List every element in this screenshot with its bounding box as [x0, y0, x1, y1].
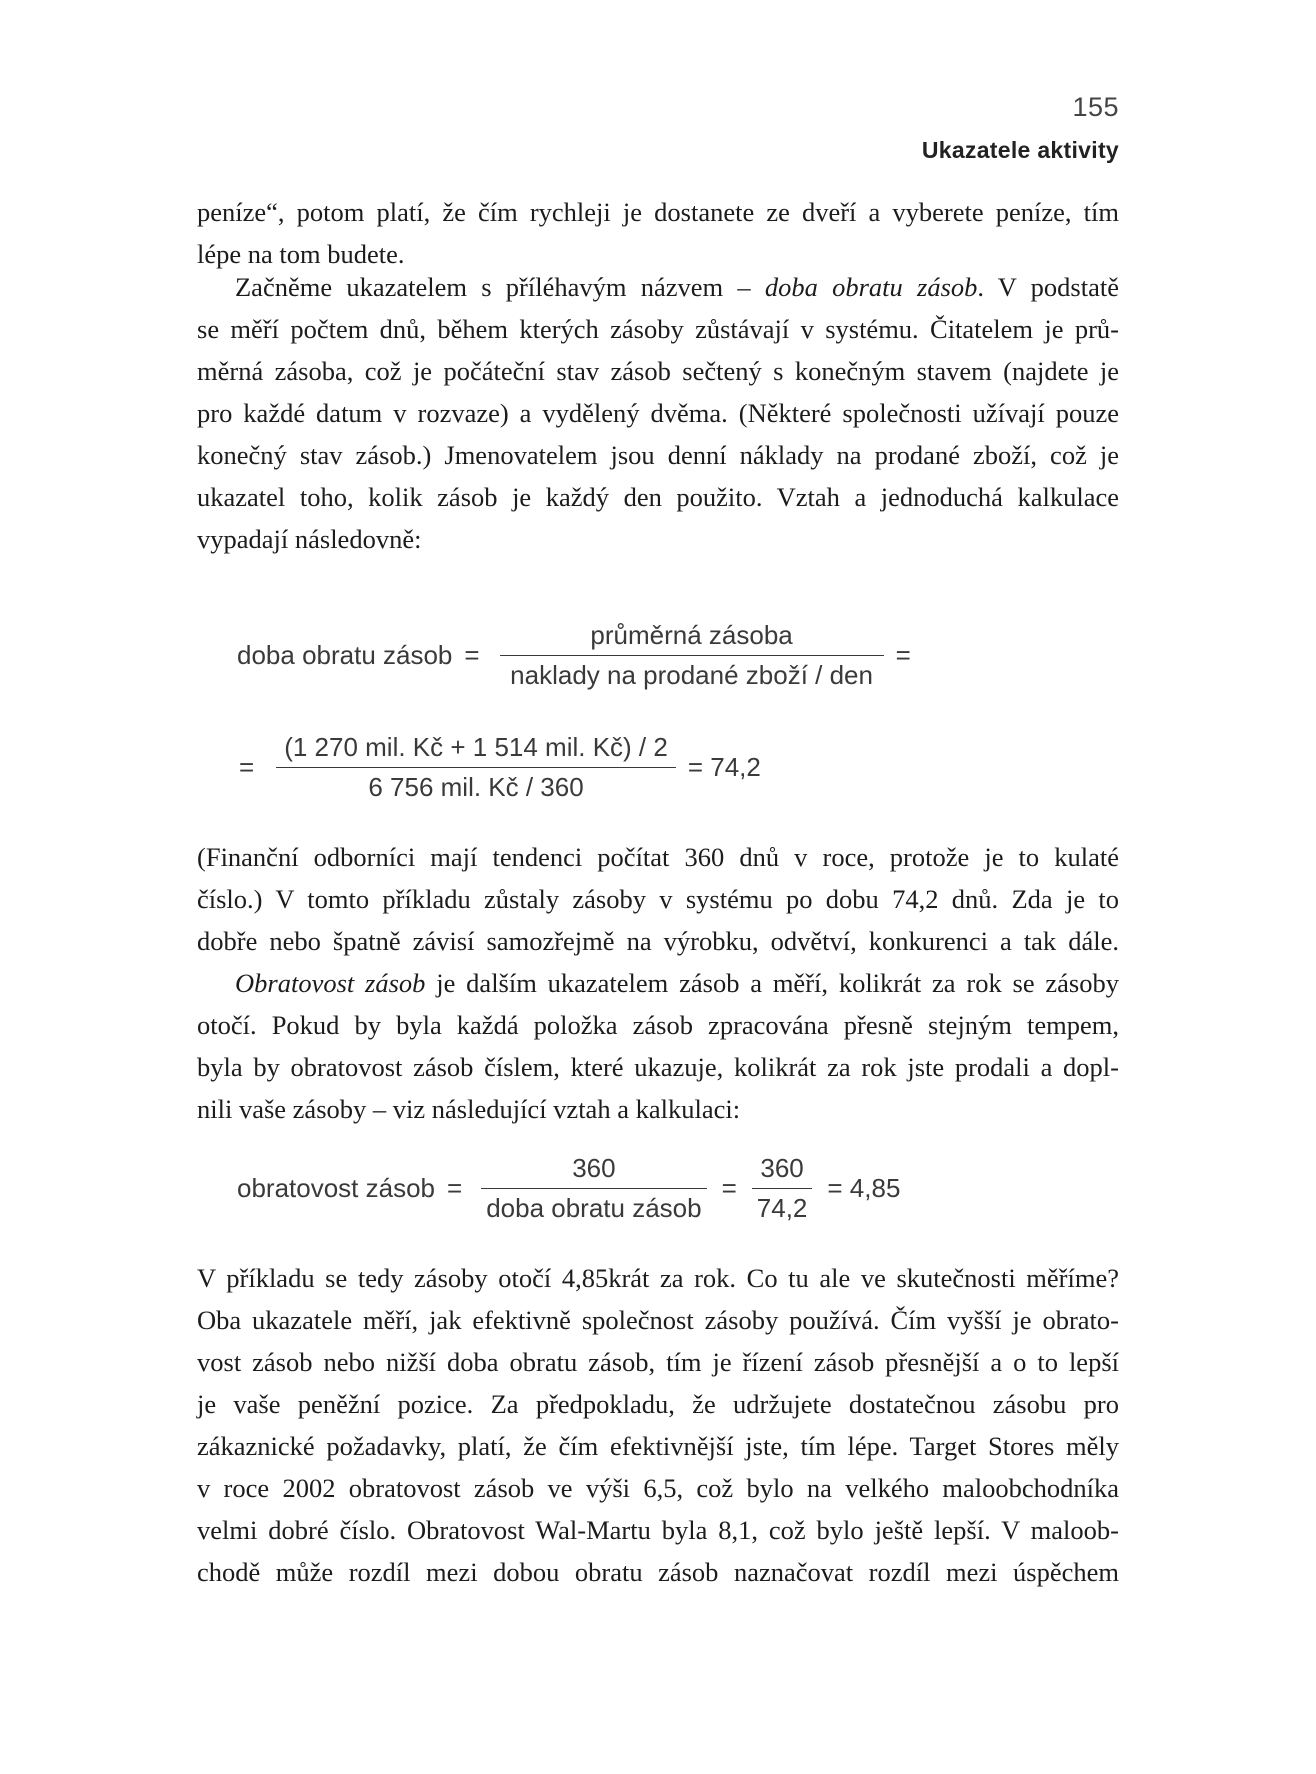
text-span: je dalším ukazatelem zásob a měří, kolikrát za rok se zásoby [425, 968, 1119, 998]
text-line [197, 962, 1119, 1004]
result: = 4,85 [827, 1173, 901, 1203]
text-line: lépe na tom budete. [197, 239, 405, 269]
text-line: vost zásob nebo nižší doba obratu zásob, tím je řízení zásob přesnější a o to lepší [197, 1347, 1119, 1377]
formula-doba-obratu [237, 620, 913, 691]
denominator: doba obratu zásob [486, 1193, 702, 1223]
text-line: peníze“, potom platí, že čím rychleji je dostanete ze dveří a vyberete peníze, tím [197, 197, 1119, 227]
equals-sign: = [895, 640, 911, 670]
text-line: měrná zásoba, což je počáteční stav zásob sečtený s konečným stavem (najdete je [197, 356, 1119, 386]
numerator: (1 270 mil. Kč + 1 514 mil. Kč) / 2 [276, 732, 676, 768]
formula-obratovost [237, 1153, 902, 1224]
text-line: byla by obratovost zásob číslem, které ukazuje, kolikrát za rok jste prodali a dopl- [197, 1052, 1119, 1082]
text-line: konečný stav zásob.) Jmenovatelem jsou denní náklady na prodané zboží, což je [197, 440, 1119, 470]
equals-sign: = [239, 752, 255, 782]
text-line: velmi dobré číslo. Obratovost Wal-Martu byla 8,1, což bylo ještě lepší. V maloob- [197, 1515, 1119, 1545]
text-line: dobře nebo špatně závisí samozřejmě na výrobku, odvětví, konkurenci a tak dále. [197, 926, 1119, 956]
paragraph-3 [197, 836, 1119, 1130]
text-line: nili vaše zásoby – viz následující vztah a kalkulaci: [197, 1094, 741, 1124]
text-line: zákaznické požadavky, platí, že čím efektivnější jste, tím lépe. Target Stores měly [197, 1431, 1119, 1461]
term-obratovost-zasob: Obratovost zásob [235, 968, 426, 998]
text-line: číslo.) V tomto příkladu zůstaly zásoby v systému po dobu 74,2 dnů. Zda je to [197, 884, 1119, 914]
text-line: pro každé datum v rozvaze) a vydělený dvěma. (Některé společnosti užívají pouze [197, 398, 1119, 428]
text-line: v roce 2002 obratovost zásob ve výši 6,5, což bylo na velkého maloobchodníka [197, 1473, 1119, 1503]
result: = 74,2 [687, 752, 761, 782]
running-header [922, 92, 1119, 164]
equals-sign: = [721, 1173, 737, 1203]
text-span: Začněme ukazatelem s příléhavým názvem – [235, 272, 765, 302]
equals-sign: = [447, 1173, 463, 1203]
formula-label: doba obratu zásob [237, 640, 453, 670]
text-line: Oba ukazatele měří, jak efektivně společnost zásoby používá. Čím vyšší je obrato- [197, 1305, 1119, 1335]
fraction [749, 1153, 816, 1224]
text-line: vypadají následovně: [197, 524, 422, 554]
paragraph-5 [197, 1257, 1119, 1593]
text-line: V příkladu se tedy zásoby otočí 4,85krát za rok. Co tu ale ve skutečnosti měříme? [197, 1263, 1119, 1293]
text-line: otočí. Pokud by byla každá položka zásob zpracována přesně stejným tempem, [197, 1010, 1119, 1040]
text-line: (Finanční odborníci mají tendenci počítat 360 dnů v roce, protože je to kulaté [197, 842, 1119, 872]
denominator: naklady na prodané zboží / den [510, 660, 873, 690]
paragraph-1 [197, 191, 1119, 275]
formula-doba-obratu-calc [237, 732, 763, 803]
fraction [500, 620, 884, 691]
denominator: 6 756 mil. Kč / 360 [368, 772, 584, 802]
text-span: . V podstatě [977, 272, 1119, 302]
text-line: je vaše peněžní pozice. Za předpokladu, že udržujete dostatečnou zásobu pro [197, 1389, 1119, 1419]
formula-label: obratovost zásob [237, 1173, 436, 1203]
numerator: průměrná zásoba [500, 620, 884, 656]
text-line: ukazatel toho, kolik zásob je každý den použito. Vztah a jednoduchá kalkulace [197, 482, 1119, 512]
paragraph-2 [197, 266, 1119, 560]
numerator: 360 [752, 1153, 811, 1189]
term-doba-obratu-zasob: doba obratu zásob [764, 272, 978, 302]
page-number: 155 [1072, 92, 1119, 122]
fraction [276, 732, 676, 803]
text-line: chodě může rozdíl mezi dobou obratu zásob naznačovat rozdíl mezi úspěchem [197, 1557, 1119, 1587]
denominator: 74,2 [756, 1193, 808, 1223]
chapter-title: Ukazatele aktivity [921, 137, 1119, 163]
text-line [197, 266, 1119, 308]
equals-sign: = [464, 640, 480, 670]
numerator: 360 [481, 1153, 707, 1189]
text-line: se měří počtem dnů, během kterých zásoby zůstávají v systému. Čitatelem je prů- [197, 314, 1119, 344]
fraction [478, 1153, 709, 1224]
